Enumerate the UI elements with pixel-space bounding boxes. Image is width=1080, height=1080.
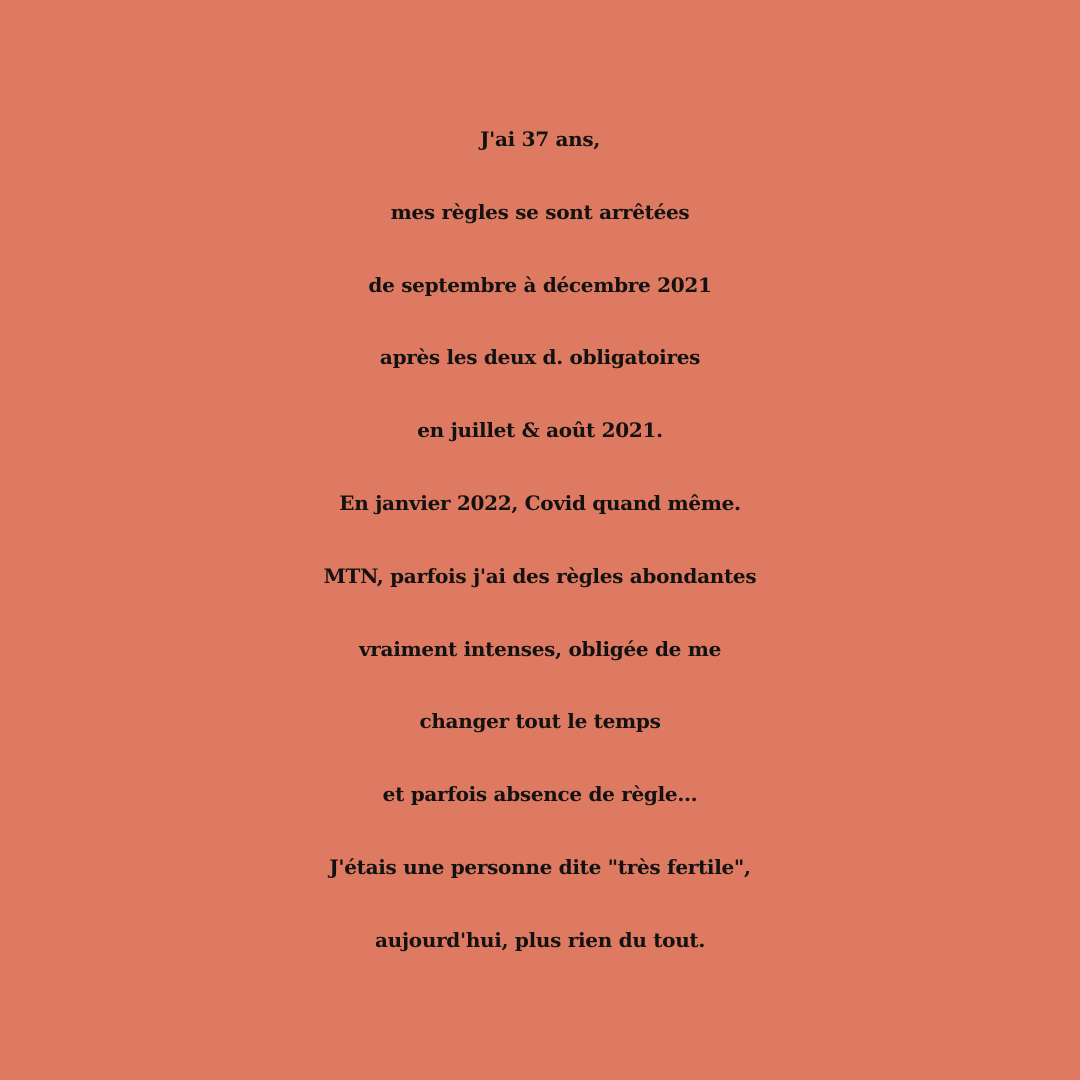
quote-line-1: J'ai 37 ans,: [479, 127, 601, 151]
quote-text-block: [0, 103, 1080, 977]
quote-line-10: et parfois absence de règle...: [382, 782, 698, 807]
quote-line-4: après les deux d. obligatoires: [379, 345, 701, 370]
quote-line-3: de septembre à décembre 2021: [368, 272, 712, 297]
quote-line-2: mes règles se sont arrêtées: [390, 199, 690, 224]
quote-line-9: changer tout le temps: [419, 709, 661, 734]
quote-line-5: en juillet & août 2021.: [417, 418, 663, 443]
quote-line-7: MTN, parfois j'ai des règles abondantes: [323, 563, 757, 588]
quote-line-11: J'étais une personne dite "très fertile",: [329, 854, 751, 879]
quote-line-12: aujourd'hui, plus rien du tout.: [374, 927, 706, 952]
quote-line-6: En janvier 2022, Covid quand même.: [339, 490, 741, 515]
quote-line-8: vraiment intenses, obligée de me: [358, 636, 722, 661]
